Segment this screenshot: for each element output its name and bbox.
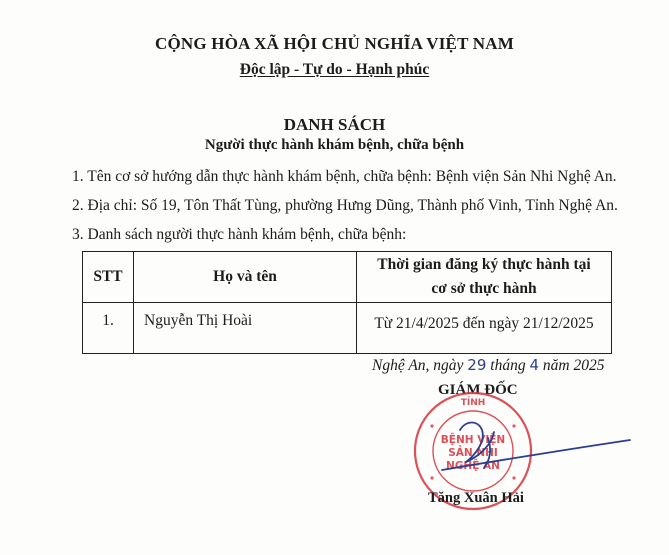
handwritten-signature	[430, 410, 635, 485]
signer-name: Tăng Xuân Hải	[428, 490, 524, 506]
motto-text: Độc lập - Tự do - Hạnh phúc	[239, 61, 430, 78]
date-day: 29	[467, 356, 487, 374]
document-subtitle: Người thực hành khám bệnh, chữa bệnh	[204, 137, 465, 153]
date-year: năm 2025	[542, 357, 605, 374]
row-period: Từ 21/4/2025 đến ngày 21/12/2025	[357, 303, 612, 354]
header-stt: STT	[83, 252, 134, 303]
motto	[0, 61, 669, 79]
facility-line: 1. Tên cơ sở hướng dẫn thực hành khám bệnh, chữa bệnh: Bệnh viện Sản Nhi Nghệ An.	[72, 168, 617, 185]
seal-line3: NGHỆ AN	[446, 460, 500, 472]
signer-role: GIÁM ĐỐC	[438, 382, 518, 398]
date-month-label: tháng	[490, 357, 526, 374]
seal-line2: SẢN NHI	[448, 447, 498, 459]
header-name: Họ và tên	[134, 252, 357, 303]
list-intro-line: 3. Danh sách người thực hành khám bệnh, chữa bệnh:	[72, 226, 407, 243]
header-period	[357, 252, 612, 303]
signature-stroke-3	[442, 440, 630, 470]
date-month: 4	[529, 356, 539, 374]
practitioner-table	[82, 251, 612, 354]
row-stt: 1.	[83, 303, 134, 354]
document-title: DANH SÁCH	[283, 115, 386, 134]
nation-header: CỘNG HÒA XÃ HỘI CHỦ NGHĨA VIỆT NAM	[155, 34, 514, 53]
address-line: 2. Địa chỉ: Số 19, Tôn Thất Tùng, phường Hưng Dũng, Thành phố Vinh, Tỉnh Nghệ An.	[72, 197, 618, 214]
seal-line1: BỆNH VIỆN	[440, 434, 506, 446]
date-prefix: Nghệ An, ngày	[372, 357, 464, 374]
date-line	[372, 356, 604, 375]
table-header-row	[83, 252, 612, 303]
header-period-line1: Thời gian đăng ký thực hành tại	[377, 256, 591, 273]
header-period-line2: cơ sở thực hành	[431, 280, 537, 297]
table-row	[83, 303, 612, 354]
row-name: Nguyễn Thị Hoài	[134, 303, 357, 354]
seal-top-text: TỈNH	[460, 398, 486, 408]
